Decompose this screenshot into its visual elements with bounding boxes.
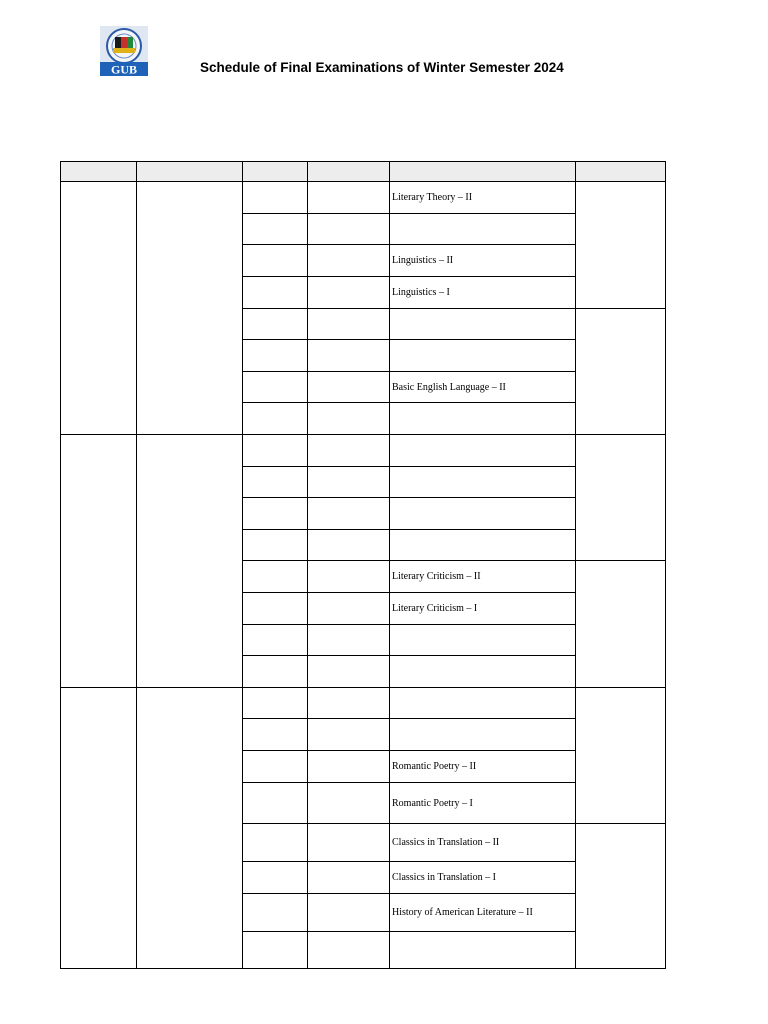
course-code-cell bbox=[308, 894, 390, 932]
course-title-cell bbox=[390, 530, 576, 561]
course-code-cell bbox=[308, 182, 390, 214]
course-title-cell bbox=[390, 688, 576, 719]
course-code-cell bbox=[308, 932, 390, 969]
time-cell bbox=[576, 561, 666, 688]
table-row bbox=[61, 435, 666, 467]
program-cell bbox=[243, 656, 308, 688]
course-title-cell bbox=[390, 340, 576, 372]
course-title-cell: Literary Criticism – II bbox=[390, 561, 576, 593]
program-cell bbox=[243, 625, 308, 656]
course-title-cell: History of American Literature – II bbox=[390, 894, 576, 932]
course-code-cell bbox=[308, 403, 390, 435]
program-cell bbox=[243, 372, 308, 403]
program-cell bbox=[243, 214, 308, 245]
course-title-cell: Basic English Language – II bbox=[390, 372, 576, 403]
course-title-cell bbox=[390, 656, 576, 688]
course-title-cell bbox=[390, 403, 576, 435]
date-cell bbox=[61, 182, 137, 435]
university-logo bbox=[100, 26, 148, 76]
course-title-cell: Classics in Translation – II bbox=[390, 824, 576, 862]
program-cell bbox=[243, 435, 308, 467]
program-cell bbox=[243, 530, 308, 561]
course-title-cell: Literary Criticism – I bbox=[390, 593, 576, 625]
header-cell bbox=[308, 162, 390, 182]
program-cell bbox=[243, 245, 308, 277]
time-cell bbox=[576, 688, 666, 824]
course-code-cell bbox=[308, 214, 390, 245]
program-cell bbox=[243, 182, 308, 214]
time-cell bbox=[576, 309, 666, 435]
day-cell bbox=[137, 435, 243, 688]
course-code-cell bbox=[308, 719, 390, 751]
table-row bbox=[61, 688, 666, 719]
course-title-cell bbox=[390, 214, 576, 245]
program-cell bbox=[243, 277, 308, 309]
program-cell bbox=[243, 751, 308, 783]
course-code-cell bbox=[308, 593, 390, 625]
course-title-cell bbox=[390, 467, 576, 498]
course-code-cell bbox=[308, 245, 390, 277]
program-cell bbox=[243, 688, 308, 719]
header-cell bbox=[390, 162, 576, 182]
day-cell bbox=[137, 688, 243, 969]
course-code-cell bbox=[308, 467, 390, 498]
program-cell bbox=[243, 862, 308, 894]
program-cell bbox=[243, 498, 308, 530]
header-cell bbox=[243, 162, 308, 182]
header-cell bbox=[576, 162, 666, 182]
course-title-cell bbox=[390, 719, 576, 751]
program-cell bbox=[243, 824, 308, 862]
time-cell bbox=[576, 435, 666, 561]
course-code-cell bbox=[308, 824, 390, 862]
course-title-cell: Literary Theory – II bbox=[390, 182, 576, 214]
course-code-cell bbox=[308, 277, 390, 309]
course-title-cell: Romantic Poetry – I bbox=[390, 783, 576, 824]
program-cell bbox=[243, 561, 308, 593]
time-cell bbox=[576, 824, 666, 969]
course-title-cell bbox=[390, 932, 576, 969]
course-code-cell bbox=[308, 372, 390, 403]
course-title-cell: Classics in Translation – I bbox=[390, 862, 576, 894]
course-code-cell bbox=[308, 309, 390, 340]
program-cell bbox=[243, 403, 308, 435]
course-title-cell: Romantic Poetry – II bbox=[390, 751, 576, 783]
course-code-cell bbox=[308, 656, 390, 688]
header-cell bbox=[137, 162, 243, 182]
course-title-cell bbox=[390, 498, 576, 530]
course-code-cell bbox=[308, 751, 390, 783]
page-title: Schedule of Final Examinations of Winter Semester 2024 bbox=[200, 60, 564, 75]
course-title-cell bbox=[390, 309, 576, 340]
program-cell bbox=[243, 783, 308, 824]
date-cell bbox=[61, 435, 137, 688]
course-title-cell bbox=[390, 435, 576, 467]
program-cell bbox=[243, 309, 308, 340]
course-code-cell bbox=[308, 498, 390, 530]
course-code-cell bbox=[308, 862, 390, 894]
course-code-cell bbox=[308, 783, 390, 824]
course-code-cell bbox=[308, 530, 390, 561]
course-code-cell bbox=[308, 561, 390, 593]
program-cell bbox=[243, 340, 308, 372]
program-cell bbox=[243, 719, 308, 751]
table-header-row bbox=[61, 162, 666, 182]
program-cell bbox=[243, 593, 308, 625]
course-code-cell bbox=[308, 688, 390, 719]
course-code-cell bbox=[308, 340, 390, 372]
program-cell bbox=[243, 932, 308, 969]
header-cell bbox=[61, 162, 137, 182]
course-code-cell bbox=[308, 625, 390, 656]
table-row bbox=[61, 182, 666, 214]
time-cell bbox=[576, 182, 666, 309]
exam-schedule-table bbox=[60, 161, 666, 969]
day-cell bbox=[137, 182, 243, 435]
date-cell bbox=[61, 688, 137, 969]
program-cell bbox=[243, 894, 308, 932]
course-code-cell bbox=[308, 435, 390, 467]
course-title-cell bbox=[390, 625, 576, 656]
program-cell bbox=[243, 467, 308, 498]
logo-text: GUB bbox=[110, 62, 138, 76]
course-title-cell: Linguistics – II bbox=[390, 245, 576, 277]
course-title-cell: Linguistics – I bbox=[390, 277, 576, 309]
